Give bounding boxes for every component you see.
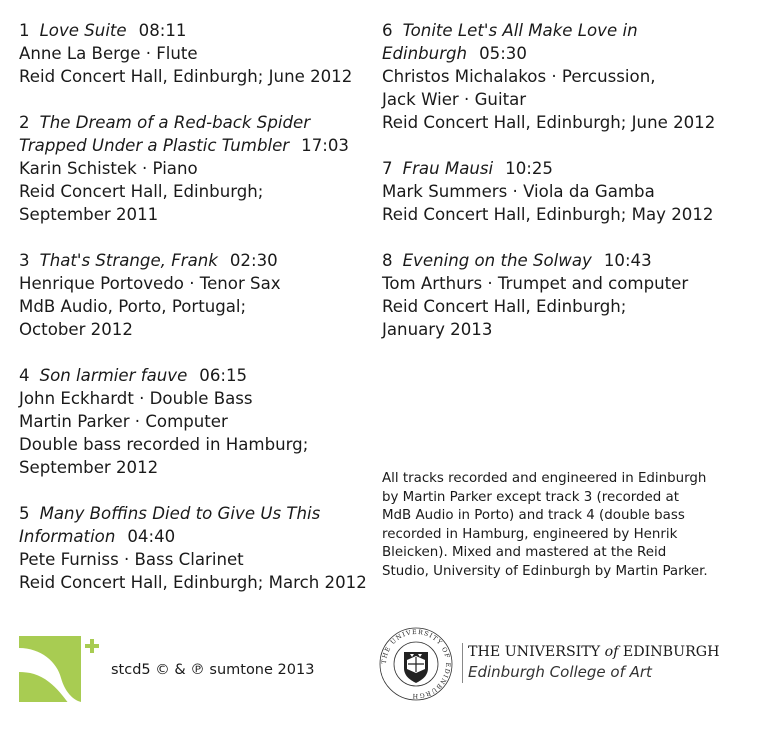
track-entry [19, 111, 364, 226]
track-number: 5 [19, 504, 30, 523]
track-entry [382, 249, 762, 341]
track-duration: 10:43 [603, 251, 652, 270]
track-title: Frau Mausi [402, 159, 494, 178]
track-title-line [19, 364, 364, 387]
credits-line: recorded in Hamburg, engineered by Henrik [382, 526, 678, 542]
track-number: 1 [19, 21, 30, 40]
track-title-line [19, 134, 364, 157]
track-title-line [19, 249, 364, 272]
university-seal-icon [378, 626, 454, 702]
track-title-line [382, 19, 762, 42]
track-detail: Martin Parker · Computer [19, 412, 228, 431]
track-duration: 04:40 [127, 527, 176, 546]
track-title: Trapped Under a Plastic Tumbler [19, 136, 290, 155]
tracklist-left [19, 19, 367, 617]
track-number: 7 [382, 159, 393, 178]
track-entry [19, 19, 364, 88]
track-title: Evening on the Solway [402, 251, 592, 270]
track-number: 8 [382, 251, 393, 270]
track-title: Many Boffins Died to Give Us This [39, 504, 321, 523]
track-number: 4 [19, 366, 30, 385]
track-detail: Reid Concert Hall, Edinburgh; June 2012 [382, 113, 716, 132]
track-entry [382, 19, 762, 134]
track-title-line [19, 502, 364, 525]
track-number: 3 [19, 251, 30, 270]
track-duration: 10:25 [505, 159, 553, 178]
track-title: The Dream of a Red-back Spider [39, 113, 311, 132]
catalog-number: stcd5 © & ℗ sumtone 2013 [111, 662, 315, 678]
track-entry [19, 364, 364, 479]
track-duration: 08:11 [138, 21, 187, 40]
track-detail: September 2012 [19, 458, 159, 477]
logo-divider [462, 643, 463, 683]
track-title-line [382, 249, 762, 272]
track-title: Edinburgh [382, 44, 468, 63]
track-number: 6 [382, 21, 393, 40]
track-number: 2 [19, 113, 30, 132]
credits-line: by Martin Parker except track 3 (recorded at [382, 489, 679, 505]
track-title-line [382, 157, 762, 180]
track-detail: MdB Audio, Porto, Portugal; [19, 297, 247, 316]
university-wordmark [468, 642, 719, 682]
university-name-part2: EDINBURGH [618, 644, 720, 660]
track-title-line [19, 525, 364, 548]
track-detail: Henrique Portovedo · Tenor Sax [19, 274, 281, 293]
university-name-of: of [604, 644, 619, 660]
university-name-part1: THE UNIVERSITY [468, 644, 605, 660]
track-title: That's Strange, Frank [39, 251, 218, 270]
track-detail: January 2013 [382, 320, 493, 339]
recording-credits [382, 470, 762, 582]
track-title-line [382, 42, 762, 65]
track-title-line [19, 111, 364, 134]
track-entry [19, 249, 364, 341]
track-detail: Reid Concert Hall, Edinburgh; June 2012 [19, 67, 353, 86]
credits-line: Studio, University of Edinburgh by Martin Parker. [382, 563, 708, 579]
track-duration: 02:30 [229, 251, 278, 270]
svg-text:THE UNIVERSITY OF EDINBURGH: THE UNIVERSITY OF EDINBURGH [380, 628, 452, 700]
credits-line: Bleicken). Mixed and mastered at the Reid [382, 545, 667, 561]
track-detail: Karin Schistek · Piano [19, 159, 198, 178]
credits-line: All tracks recorded and engineered in Edinburgh [382, 471, 707, 486]
track-duration: 05:30 [479, 44, 527, 63]
tracklist-right [382, 19, 762, 364]
track-title: Son larmier fauve [39, 366, 188, 385]
track-detail: Jack Wier · Guitar [382, 90, 527, 109]
track-detail: Reid Concert Hall, Edinburgh; March 2012 [19, 573, 367, 592]
track-detail: Reid Concert Hall, Edinburgh; [382, 297, 627, 316]
track-detail: John Eckhardt · Double Bass [19, 389, 253, 408]
track-detail: Christos Michalakos · Percussion, [382, 67, 656, 86]
track-detail: September 2011 [19, 205, 159, 224]
sumtone-logo [17, 634, 107, 704]
credits-line: MdB Audio in Porto) and track 4 (double bass [382, 508, 685, 524]
track-entry [19, 502, 367, 594]
track-detail: Reid Concert Hall, Edinburgh; May 2012 [382, 205, 714, 224]
college-name: Edinburgh College of Art [468, 663, 652, 681]
track-detail: Tom Arthurs · Trumpet and computer [382, 274, 689, 293]
track-detail: Mark Summers · Viola da Gamba [382, 182, 655, 201]
track-detail: October 2012 [19, 320, 133, 339]
track-duration: 06:15 [199, 366, 248, 385]
track-title: Love Suite [39, 21, 127, 40]
track-detail: Double bass recorded in Hamburg; [19, 435, 309, 454]
track-detail: Pete Furniss · Bass Clarinet [19, 550, 244, 569]
track-title-line [19, 19, 364, 42]
track-title: Tonite Let's All Make Love in [402, 21, 638, 40]
track-detail: Anne La Berge · Flute [19, 44, 198, 63]
track-detail: Reid Concert Hall, Edinburgh; [19, 182, 264, 201]
track-entry [382, 157, 762, 226]
track-title: Information [19, 527, 116, 546]
track-duration: 17:03 [301, 136, 349, 155]
